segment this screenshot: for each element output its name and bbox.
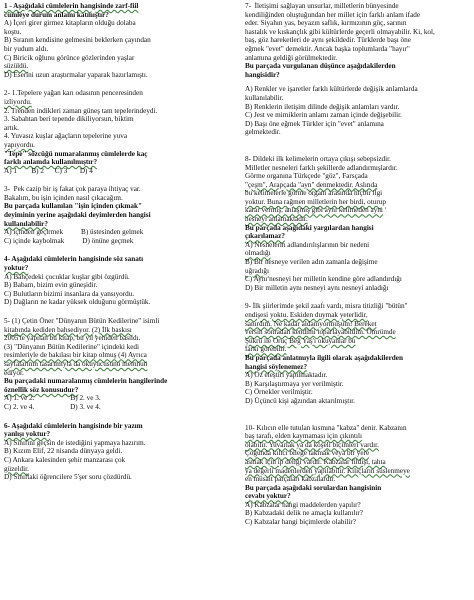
left-column <box>4 2 236 488</box>
option-d[interactable]: D) Sınıftaki öğrencilere 5'şer soru çözdürdü. <box>4 473 132 482</box>
option-text: kullanılabilir. <box>245 93 284 102</box>
passage-line: "çeşm", Arapçada "ayn" denmektedir. Aslında <box>245 180 378 189</box>
passage-line: 7- İletişimi sağlayan unsurlar, milletlerin bünyesinde <box>245 2 399 10</box>
question-stem: cevabı yoktur? <box>245 492 291 501</box>
question-stem: deyiminin yerine aşağıdaki deyimlerden hangisi <box>4 211 151 220</box>
passage-line: versin sonradan kendimi toparlayabildim. Ömrümde <box>245 328 396 337</box>
passage-line: artık. <box>4 123 19 132</box>
passage-line: baş tarafı, elden kaymaması için çıkıntılı <box>245 432 362 441</box>
option-a[interactable]: A) Öz eleştiri yapılmaktadır. <box>245 371 328 380</box>
option-d[interactable]: D) Eserini uzun araştırmalar yaparak hazırlamıştı. <box>4 70 148 79</box>
question-10 <box>245 424 471 527</box>
option-c[interactable]: C) Örnekler verilmiştir. <box>245 388 313 397</box>
option-c[interactable]: C) Ankara kalesinden şehir manzarası çok <box>4 455 126 464</box>
question-stem: farklı anlamda kullanılmıştır? <box>4 158 98 167</box>
passage-line: sayfalarının tasarımıyla da okuyucusunu memnun <box>4 359 148 368</box>
question-stem: hangisidir? <box>245 70 280 79</box>
passage-line: (3) "Dünyanın Bütün Kedilerine" içindeki kedi <box>4 342 140 351</box>
options-row[interactable]: A) 1. ve 2. B) 2. ve 3. <box>4 394 101 403</box>
passage-line: Görme organına Türkçede "göz", Farsçada <box>245 172 368 181</box>
option-c[interactable]: C) Kabzalar hangi biçimlerde olabilir? <box>245 518 356 527</box>
question-stem: cümleye durum anlamı katmıştır? <box>4 10 109 19</box>
option-b[interactable]: B) Babam, bizim evin güneşidir. <box>4 281 98 290</box>
option-d[interactable]: D) Dağların ne kadar yüksek olduğunu görmüştük. <box>4 298 151 307</box>
passage-line: farkı görebilir. <box>245 345 287 354</box>
option-b[interactable]: B) Karşılaştırmaya yer verilmiştir. <box>245 379 344 388</box>
passage-line: 2. Trenden indikleri zaman güneş tam tepelerindeydi. <box>4 106 158 115</box>
question-stem: yanlışı yoktur? <box>4 430 51 439</box>
passage-line: ediyor. <box>4 368 24 377</box>
passage-line: endişesi yoktu. Eskiden duymak yeterlidir, <box>245 311 368 319</box>
option-d[interactable]: D) Başı öne eğmek Türkler için "evet" anlamına <box>245 119 384 128</box>
passage-line: 3- Pek cazip bir iş fakat çok paraya ihtiyaç var. <box>4 185 141 194</box>
question-stem: öznellik söz konusudur? <box>4 385 79 394</box>
option-text: süzüldü. <box>4 62 29 71</box>
passage-line: yapıyordu. <box>4 140 35 149</box>
option-b[interactable]: B) Kabzadaki delik ne amaçla kullanılır? <box>245 509 363 518</box>
right-column <box>245 2 471 533</box>
passage-line: resimleriyle de bakılası bir kitap olmuş (4) Ayrıca <box>4 351 147 360</box>
option-a[interactable]: A) Sınıfını geçsin de istediğini yapmaya hazırım. <box>4 438 146 447</box>
question-2 <box>4 89 236 175</box>
passage-line: 3. Sabahtan beri tepende dikiliyorsun, biktim <box>4 115 134 124</box>
options-row[interactable]: A) 1 B) 2 C) 3 D) 4 <box>4 166 93 175</box>
options-row[interactable]: C) 2. ve 4. D) 3. ve 4. <box>4 402 101 411</box>
passage-line: sanırdım. Ne kadar aldanıyormuşum! Bereket <box>245 319 377 328</box>
question-1 <box>4 2 236 79</box>
option-c[interactable]: C) Jest ve mimiklerin anlamı zaman içinde değişebilir. <box>245 111 402 120</box>
question-stem: çıkarılamaz? <box>245 232 285 241</box>
passage-line: 8- Dildeki ilk kelimelerin ortaya çıkışı sebepsizdir. <box>245 154 391 163</box>
question-9 <box>245 302 471 405</box>
passage-line: Şükrü ile Oruç Beğ Yaş'ı okuyanlar bu <box>245 336 356 345</box>
passage-line: en müsait parçaları kabzalardır. <box>245 475 336 484</box>
question-stem: kullanılabilir? <box>4 219 48 228</box>
option-text: gelmektedir. <box>245 128 281 137</box>
question-4 <box>4 255 236 307</box>
passage-line: Bakalım, bu işin içinden nasıl çıkacağım. <box>4 193 123 202</box>
passage-line: Milletler nesneleri farklı şekillerde adlandırmışlardır. <box>245 163 398 172</box>
passage-line: kitabında kediden bahsediyor. (2) İlk baskısı <box>4 325 132 334</box>
question-stem: Bu parçada vurgulanan düşünce aşağıdakilerden <box>245 62 396 71</box>
passage-line: asmak için ip deliği vardır. Kabzalar fildişi, tahta <box>245 457 386 466</box>
option-c[interactable]: C) Bulutların bizimi insanlara da yansıyordu. <box>4 289 135 298</box>
question-8 <box>245 155 471 293</box>
question-5 <box>4 317 236 412</box>
passage-line: 2- 1.Tepelere yağan karı odasının penceresinden <box>4 89 143 98</box>
passage-line: 5- (1) Çetin Öner "Dünyanın Bütün Kedilerine" isimli <box>4 317 160 325</box>
option-a[interactable]: A) Kabzalar hangi maddelerden yapılır? <box>245 500 361 509</box>
passage-line: 4. Yuvasız kuşlar ağaçların tepelerine yuva <box>4 132 128 141</box>
option-a[interactable]: A) Nesnelerin adlandırılışlarının bir nedeni <box>245 240 370 249</box>
option-c[interactable]: C) Aynı nesneyi her milletin kendine göre adlandırdığı <box>245 275 402 284</box>
passage-line: bu kelimelerle görme organı arasında hiçbir ilgi <box>245 189 383 198</box>
option-a[interactable]: A) Bahçedeki çocuklar kuşlar gibi özgürdü. <box>4 272 130 281</box>
question-stem: Bu parçadaki numaralanmış cümlelerin hangilerinde <box>4 377 168 386</box>
passage-line: karar vermiş, anlaşmış gibi aynı kelimeden aynı <box>245 206 383 215</box>
option-d[interactable]: D) Üçüncü kişi ağzından aktarılmıştır. <box>245 396 355 405</box>
passage-line: ya değerli madenlerden yapılabilir. Kılıçların süslenmeye <box>245 466 410 475</box>
option-b[interactable]: B) Kızım Elif, 22 nisanda dünyaya geldi. <box>4 447 123 456</box>
passage-line: anlamına geldiği görülmektedir. <box>245 53 338 62</box>
option-a[interactable]: A) İçeri girer girmez kitapların olduğu dolaba <box>4 19 136 28</box>
option-a[interactable]: A) Renkler ve işaretler farklı kültürlerde değişik anlamlarda <box>245 85 418 94</box>
question-stem: Bu parçada anlatmıyla ilgili olarak aşağıdakilerden <box>245 353 403 362</box>
option-text: bir yudum aldı. <box>4 44 49 53</box>
passage-line: 9- İlk şiirlerimde şekil zaafı vardı, misra titizliği "bütün" <box>245 302 408 311</box>
option-b[interactable]: B) Renklerin iletişim dilinde değişik anlamları vardır. <box>245 102 400 111</box>
question-6 <box>4 422 236 482</box>
question-3 <box>4 185 236 245</box>
question-stem: 4- Aşağıdaki cümlelerin hangisinde söz sanatı <box>4 255 144 264</box>
question-stem: Bu parçada aşağıdaki yargılardan hangisi <box>245 223 374 232</box>
question-stem: 6- Aşağıdaki cümlelerin hangisinde bir yazım <box>4 421 143 430</box>
passage-line: kendiliğinden oluştuğundan her millet için farklı anlam ifade <box>245 10 421 19</box>
passage-line: yoktur. Buna rağmen milletlerin her birdi, oturup <box>245 197 386 206</box>
option-text: koştu. <box>4 27 22 36</box>
option-b[interactable]: B) Sıranın kendisine gelmesini beklerken çayından <box>4 36 151 45</box>
question-7 <box>245 2 471 137</box>
passage-line: izliyordu. <box>4 97 32 106</box>
passage-line: baş, göz hareketleri de aynı şekildedir. Türklerde başı öne <box>245 36 411 45</box>
option-text: güzeldir. <box>4 464 29 473</box>
passage-line: Çoğunda kılıcı bileğe takmak veya bir yere <box>245 449 370 458</box>
passage-line: olabilir. Yuvarlak ya da köşeli biçimleri vardır. <box>245 440 379 449</box>
options-row[interactable]: A) içinden geçirmek B) üstesinden gelmek <box>4 228 144 237</box>
question-stem: "Tepe" sözcüğü numaralanmış cümlelerde kaç <box>4 149 148 158</box>
question-stem: yoktur? <box>4 264 29 273</box>
option-text: olmadığı <box>245 249 271 258</box>
passage-line: 10- Kılıcın elle tutulan kısmına "kabza" denir. Kabzanın <box>245 423 407 432</box>
passage-line: hastalık ve kıskançlık gibi kültürlerde geçerli olmayabilir. Ki, kol, <box>245 27 435 36</box>
question-stem: Bu parçada kullanılan "işin içinden çıkmak" <box>4 202 142 211</box>
question-stem: hangisi söylenemez? <box>245 362 308 371</box>
option-d[interactable]: D) Bir milletin aynı nesneyi aynı nesneyi anladığı <box>245 283 389 292</box>
passage-line: eğmek "evet" demektir. Ancak başka toplumlarda "hayır" <box>245 44 410 53</box>
question-stem: 1 - Aşağıdaki cümlelerin hangisinde zarf-fiil <box>4 2 139 10</box>
option-c[interactable]: C) Biricik oğlunu görünce gözlerinden yaşlar <box>4 53 135 62</box>
passage-line: 2005'te yapılan bu kitap, bu yıl yeniden basıldı. <box>4 334 141 343</box>
question-stem: Bu parçada aşağıdaki sorulardan hangisinin <box>245 483 382 492</box>
option-text: uğradığı <box>245 266 269 275</box>
options-row[interactable]: C) içinde kaybolmak D) önüne geçmek <box>4 236 134 245</box>
passage-line: eder. Siyahın yas, beyazın saflık, kırmızının güç, sarının <box>245 19 407 28</box>
option-b[interactable]: B) Bir nesneye verilen adın zamanla değişime <box>245 258 378 267</box>
passage-line: nesneyi anlamaktadır. <box>245 215 308 224</box>
